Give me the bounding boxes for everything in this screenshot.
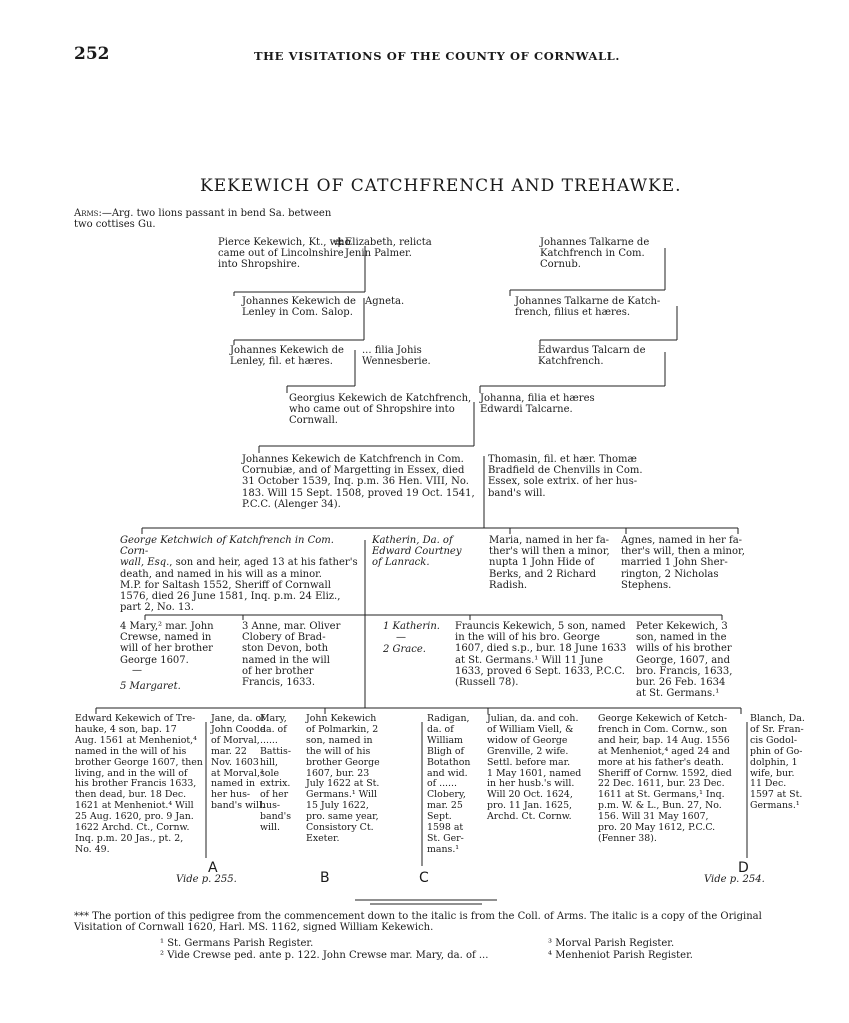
entry-johannes-talkarne-filius: Johannes Talkarne de Katch- french, filius et hæres. xyxy=(515,296,661,319)
footnote-1: ¹ St. Germans Parish Register. xyxy=(160,938,314,949)
entry-george-kekewich-heir: George Kekewich of Ketch- french in Com. Cornw., son and heir, bap. 14 Aug. 1556 at Menheniot,⁴ aged 24 and more at his father's death. Sheriff of Cornw. 1592, died 22 Dec. 1611, bur. 23 Dec. 1611 at St. Germans,¹ Inq. p.m. W. & L., Bun. 27, No. 156. Will 31 May 1607, pro. 20 May 1612, P.C.C. (Fenner 38). xyxy=(598,713,732,844)
marker-d: D xyxy=(738,860,749,876)
entry-jane-coode: Jane, da. of John Coode of Morval, mar. 22 Nov. 1603 at Morval,³ named in her hus- band's will. xyxy=(211,713,266,812)
entry-filia-johis: ... filia Johis Wennesberie. xyxy=(362,345,431,368)
vide-page-255: Vide p. 255. xyxy=(176,874,237,885)
entry-mary-battishill: Mary, da. of ...... Battis- hill, sole extrix. of her hus- band's will. xyxy=(260,713,292,834)
marker-b: B xyxy=(320,870,330,886)
vide-page-254: Vide p. 254. xyxy=(704,874,765,885)
page-number: 252 xyxy=(74,44,110,64)
footnote-main: *** The portion of this pedigree from the commencement down to the italic is from the Coll. of Arms. The italic is a copy of the Original Visitation of Cornwall 1620, Harl. MS. 1162, signed William Kekewich. xyxy=(74,911,762,934)
marker-c: C xyxy=(419,870,429,886)
entry-johanna: Johanna, filia et hæres Edwardi Talcarne. xyxy=(480,393,595,416)
entry-agnes: Agnes, named in her fa- ther's will, then a minor, married 1 John Sher- rington, 2 Nicholas Stephens. xyxy=(621,535,745,591)
george-ketchwich-details: , son and heir, aged 13 at his father's death, and named in his will as a minor. M.P. for Saltash 1552, Sheriff of Cornwall 1576, died 26 June 1581, Inq. p.m. 24 Eliz., part 2, No. 13. xyxy=(120,557,358,614)
entry-katherin: 1 Katherin. xyxy=(383,621,440,632)
entry-anne-clobery: 3 Anne, mar. Oliver Clobery of Brad- ston Devon, both named in the will of her brother Francis, 1633. xyxy=(242,621,341,689)
entry-peter-kekewich: Peter Kekewich, 3 son, named in the wills of his brother George, 1607, and bro. Francis, 1633, bur. 26 Feb. 1634 at St. Germans.¹ xyxy=(636,621,733,700)
entry-george-ketchwich xyxy=(120,535,365,613)
page-title: KEKEWICH OF CATCHFRENCH AND TREHAWKE. xyxy=(200,176,682,196)
entry-margaret: 5 Margaret. xyxy=(120,681,181,692)
footnote-4: ⁴ Menheniot Parish Register. xyxy=(548,950,693,961)
entry-agneta: Agneta. xyxy=(365,296,405,307)
entry-johannes-kekewich-heir: Johannes Kekewich de Lenley, fil. et hæres. xyxy=(230,345,344,368)
footnote-2: ² Vide Crewse ped. ante p. 122. John Crewse mar. Mary, da. of ... xyxy=(160,950,489,961)
entry-blanch: Blanch, Da. of Sr. Fran- cis Godol- phin of Go- dolphin, 1 wife, bur. 11 Dec. 1597 at St. Germans.¹ xyxy=(750,713,805,812)
entry-maria: Maria, named in her fa- ther's will then a minor, nupta 1 John Hide of Berks, and 2 Richard Radish. xyxy=(489,535,610,591)
arms-blazon: :—Arg. two lions passant in bend Sa. between two cottises Gu. xyxy=(74,208,332,231)
entry-julian: Julian, da. and coh. of William Viell, & widow of George Grenville, 2 wife. Settl. before mar. 1 May 1601, named in her husb.'s will. Will 20 Oct. 1624, pro. 11 Jan. 1625, Archd. Ct. Cornw. xyxy=(487,713,582,823)
entry-edwardus-talcarn: Edwardus Talcarn de Katchfrench. xyxy=(538,345,646,368)
entry-dash-2: — xyxy=(396,632,406,643)
marker-a: A xyxy=(208,860,218,876)
entry-johannes-kekewich-lenley: Johannes Kekewich de Lenley in Com. Salop. xyxy=(242,296,356,319)
arms-label: Arms xyxy=(74,208,99,219)
entry-johannes-talkarne: Johannes Talkarne de Katchfrench in Com. Cornub. xyxy=(540,237,650,271)
entry-grace: 2 Grace. xyxy=(383,644,426,655)
entry-fraunceis-kekewich: Frauncis Kekewich, 5 son, named in the will of his bro. George 1607, died s.p., bur. 18 June 1633 at St. Germans.¹ Will 11 June 1633, proved 6 Sept. 1633, P.C.C. (Russell 78). xyxy=(455,621,627,689)
entry-georgius-kekewich: Georgius Kekewich de Katchfrench, who came out of Shropshire into Cornwall. xyxy=(289,393,472,427)
entry-edward-kekewich: Edward Kekewich of Tre- hauke, 4 son, bap. 17 Aug. 1561 at Menheniot,⁴ named in the will of his brother George 1607, then living, and in the will of his brother Francis 1633, then dead, bur. 18 Dec. 1621 at Menheniot.⁴ Will 25 Aug. 1620, pro. 9 Jan. 1622 Archd. Ct., Cornw. Inq. p.m. 20 Jas., pt. 2, No. 49. xyxy=(75,713,203,855)
entry-dash: — xyxy=(132,665,142,676)
entry-elizabeth: Elizabeth, relicta Jenin Palmer. xyxy=(345,237,432,260)
running-header: THE VISITATIONS OF THE COUNTY OF CORNWALL. xyxy=(254,49,620,63)
entry-john-kekewich-polmarkin: John Kekewich of Polmarkin, 2 son, named in the will of his brother George 1607, bur. 23 July 1622 at St. Germans.¹ Will 15 July 1622, pro. same year, Consistory Ct. Exeter. xyxy=(306,713,380,844)
george-ketchwich-name: George Ketchwich of Katchfrench in Com. Corn- wall, Esq. xyxy=(120,535,334,569)
entry-radigan: Radigan, da. of William Bligh of Botathon and wid. of ...... Clobery, mar. 25 Sept. 1598 at St. Ger- mans.¹ xyxy=(427,713,471,855)
entry-mary-crewse: 4 Mary,² mar. John Crewse, named in will of her brother George 1607. xyxy=(120,621,214,666)
entry-thomasin: Thomasin, fil. et hær. Thomæ Bradfield de Chenvills in Com. Essex, sole extrix. of her hus- band's will. xyxy=(488,454,643,499)
entry-johannes-kekewich-katchfrench: Johannes Kekewich de Katchfrench in Com. Cornubiæ, and of Margetting in Essex, died 31 October 1539, Inq. p.m. 36 Hen. VIII, No. 183. Will 15 Sept. 1508, proved 19 Oct. 1541, P.C.C. (Alenger 34). xyxy=(242,454,475,510)
entry-katherin-courtney: Katherin, Da. of Edward Courtney of Lanrack. xyxy=(372,535,462,569)
entry-pierce-kekewich: Pierce Kekewich, Kt., who came out of Lincolnshire into Shropshire. xyxy=(218,237,351,271)
footnote-3: ³ Morval Parish Register. xyxy=(548,938,675,949)
